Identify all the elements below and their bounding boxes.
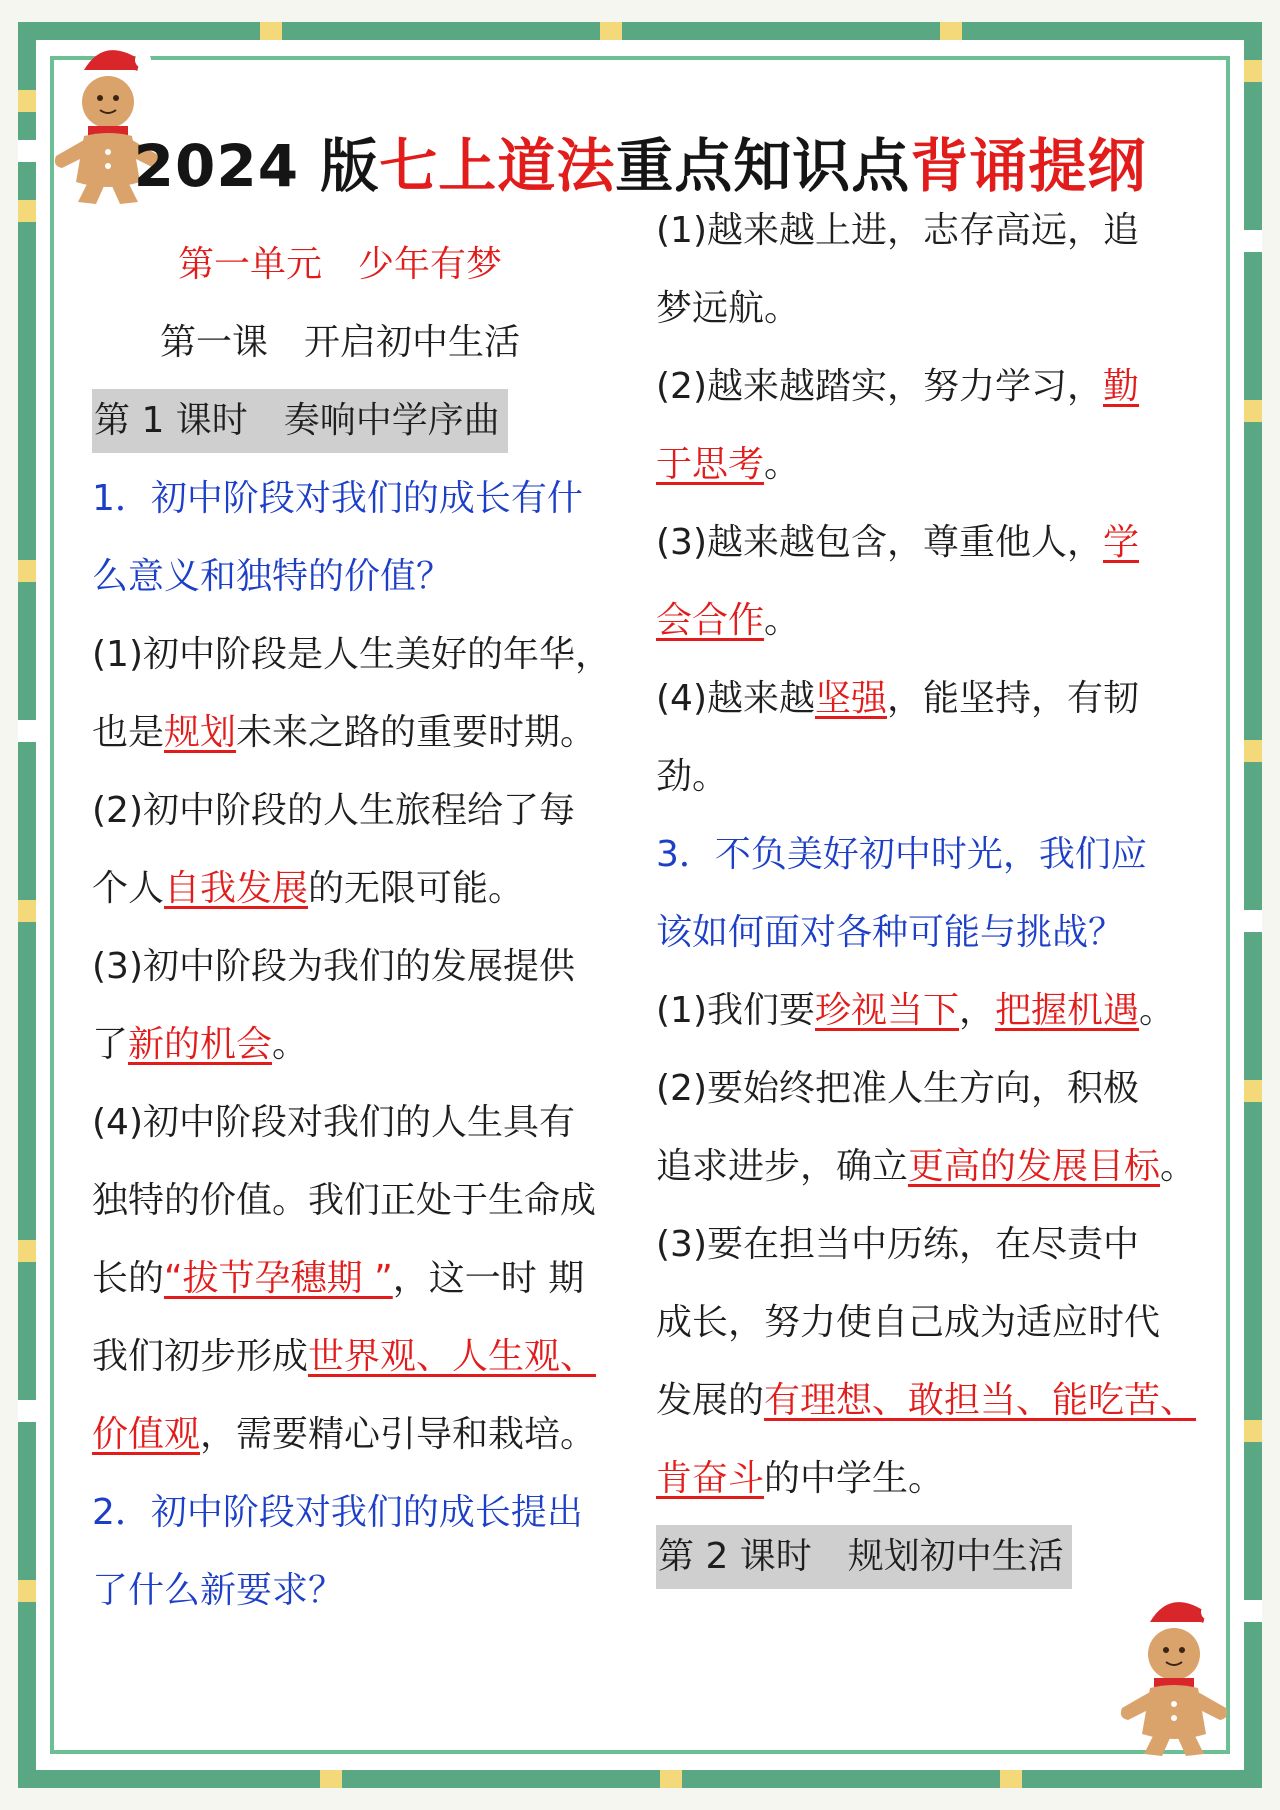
answer-line: (2)要始终把准人生方向，积极 (656, 1068, 1139, 1109)
answer-line: (3)要在担当中历练，在尽责中 (656, 1224, 1139, 1265)
answer-line: 发展的有理想、敢担当、能吃苦、 (656, 1380, 1197, 1421)
unit-heading: 第一单元 少年有梦 (178, 244, 503, 285)
answer-line: 梦远航。 (656, 288, 801, 329)
question-1-line: 么意义和独特的价值？ (92, 556, 453, 597)
answer-line: (2)越来越踏实，努力学习，勤 (656, 366, 1140, 407)
title-part-highlight: 背诵提纲 (910, 132, 1147, 200)
key-term: 更高的发展目标 (908, 1146, 1161, 1187)
question-3-line: 该如何面对各种可能与挑战？ (656, 912, 1125, 953)
key-term: 有理想、敢担当、能吃苦、 (764, 1380, 1197, 1421)
key-term: “拔节孕穗期 ” (164, 1258, 393, 1299)
right-column (656, 192, 1197, 1596)
answer-line: 独特的价值。我们正处于生命成 (92, 1180, 597, 1221)
key-term: 规划 (164, 712, 237, 753)
answer-line: 追求进步，确立更高的发展目标。 (656, 1146, 1197, 1187)
left-column (92, 226, 612, 1630)
answer-line: 个人自我发展的无限可能。 (92, 868, 525, 909)
answer-line: 了新的机会。 (92, 1024, 309, 1065)
key-term: 新的机会 (128, 1024, 273, 1065)
answer-line: 会合作。 (656, 600, 801, 641)
question-2-line: 了什么新要求？ (92, 1570, 345, 1611)
answer-line: (3)初中阶段为我们的发展提供 (92, 946, 575, 987)
key-term: 价值观 (92, 1414, 201, 1455)
title-part: 2024 版 (133, 132, 380, 200)
session-heading: 第 2 课时 规划初中生活 (656, 1525, 1072, 1589)
key-term: 自我发展 (164, 868, 309, 909)
answer-line: 肯奋斗的中学生。 (656, 1458, 945, 1499)
key-term: 把握机遇 (995, 990, 1140, 1031)
title-part-highlight: 七上道法 (379, 132, 616, 200)
question-2-line: 2．初中阶段对我们的成长提出 (92, 1492, 583, 1533)
answer-line: 也是规划未来之路的重要时期。 (92, 712, 597, 753)
answer-line: 成长，努力使自己成为适应时代 (656, 1302, 1161, 1343)
key-term: 坚强 (815, 678, 888, 719)
answer-line: 于思考。 (656, 444, 801, 485)
answer-line: (4)初中阶段对我们的人生具有 (92, 1102, 575, 1143)
key-term: 珍视当下 (815, 990, 960, 1031)
key-term: 于思考 (656, 444, 765, 485)
key-term: 世界观、人生观、 (308, 1336, 597, 1377)
title-part: 重点知识点 (615, 132, 911, 200)
answer-line: 劲。 (656, 756, 729, 797)
question-3-line: 3．不负美好初中时光，我们应 (656, 834, 1147, 875)
key-term: 学 (1103, 522, 1140, 563)
key-term: 会合作 (656, 600, 765, 641)
answer-line: (1)越来越上进，志存高远，追 (656, 210, 1139, 251)
key-term: 勤 (1103, 366, 1140, 407)
answer-line: 价值观，需要精心引导和栽培。 (92, 1414, 597, 1455)
key-term: 肯奋斗 (656, 1458, 765, 1499)
session-heading: 第 1 课时 奏响中学序曲 (92, 389, 508, 453)
answer-line: 我们初步形成世界观、人生观、 (92, 1336, 597, 1377)
answer-line: (1)初中阶段是人生美好的年华， (92, 634, 611, 675)
answer-line: (2)初中阶段的人生旅程给了每 (92, 790, 575, 831)
gingerbread-man-icon (1110, 1588, 1240, 1758)
answer-line: (1)我们要珍视当下，把握机遇。 (656, 990, 1176, 1031)
answer-line: 长的“拔节孕穗期 ”，这一时 期 (92, 1258, 585, 1299)
question-1-line: 1．初中阶段对我们的成长有什 (92, 478, 583, 519)
answer-line: (4)越来越坚强，能坚持，有韧 (656, 678, 1140, 719)
lesson-heading: 第一课 开启初中生活 (160, 322, 521, 363)
answer-line: (3)越来越包含，尊重他人，学 (656, 522, 1140, 563)
